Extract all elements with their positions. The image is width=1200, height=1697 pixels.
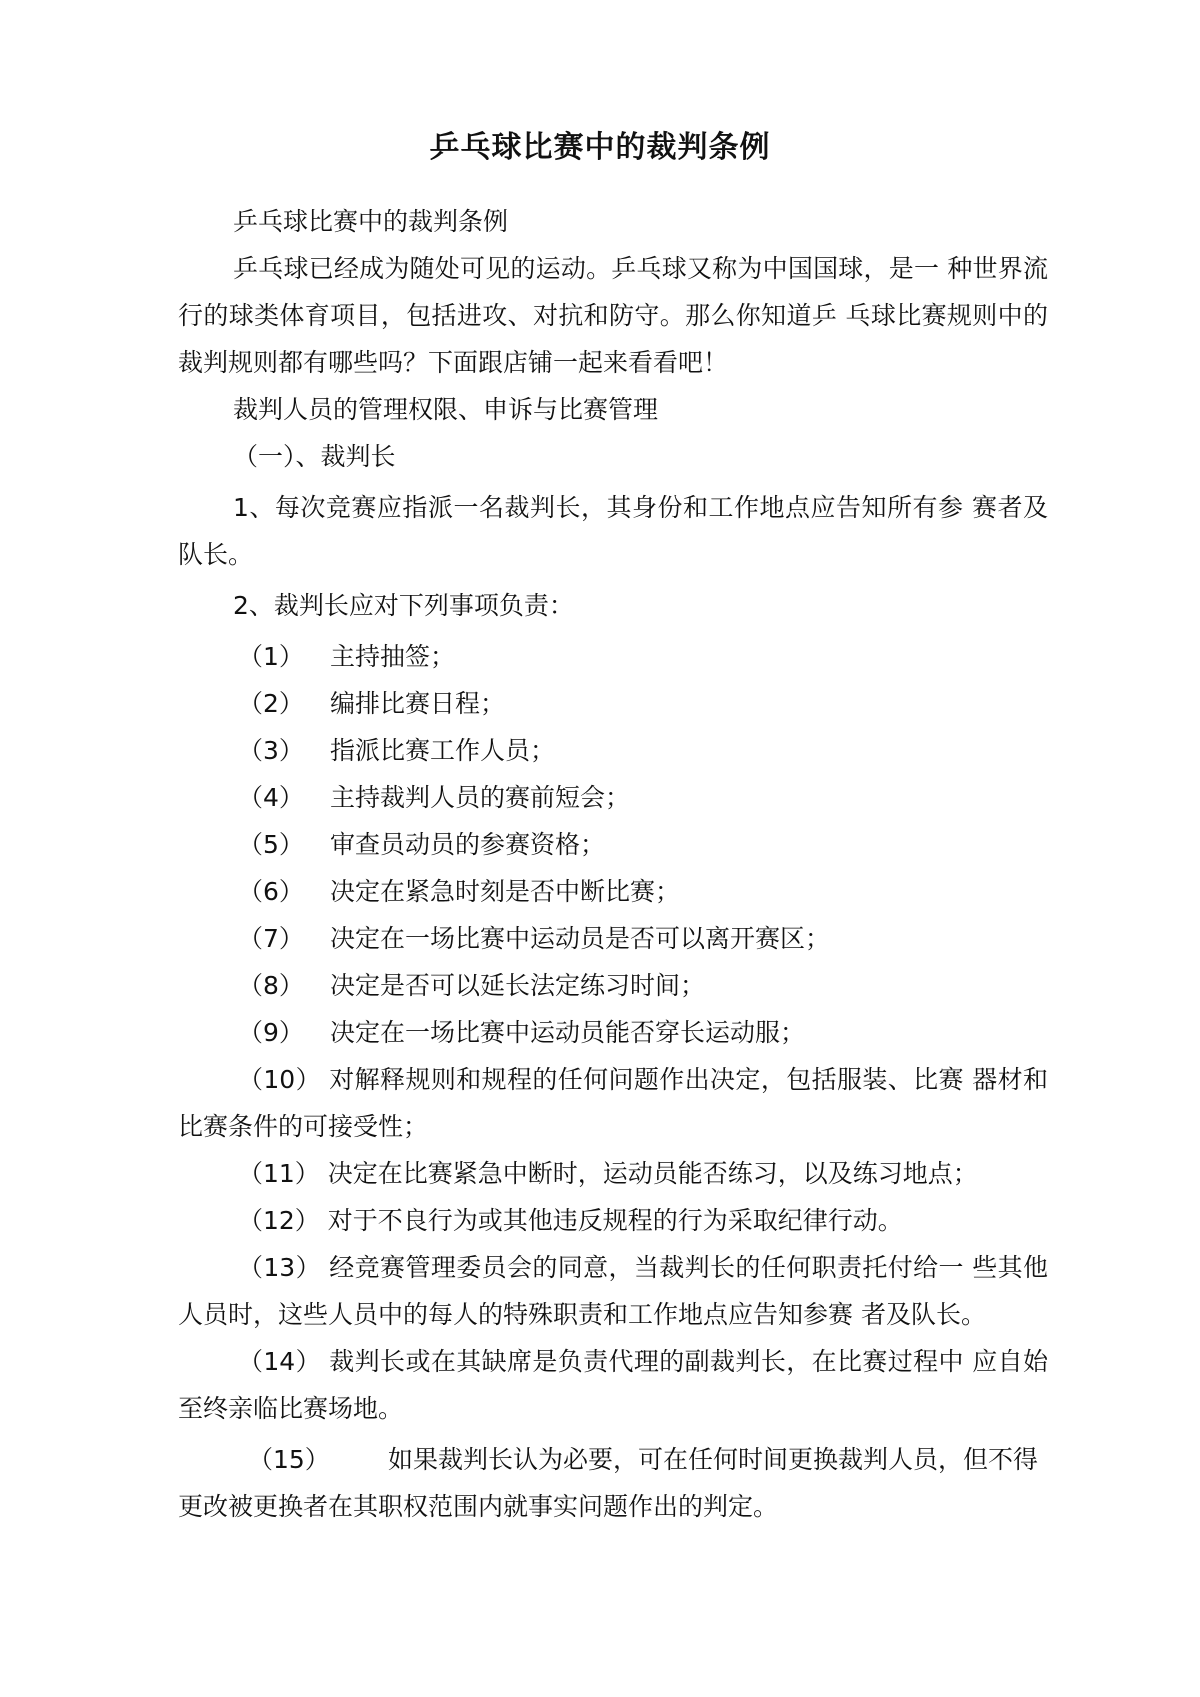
item-number: （7） bbox=[238, 924, 304, 953]
list-item bbox=[178, 821, 1048, 868]
item-10: （10） 对解释规则和规程的任何问题作出决定，包括服装、比赛 器材和比赛条件的可接受性； bbox=[178, 1065, 1048, 1141]
item-text: 决定是否可以延长法定练习时间； bbox=[330, 971, 706, 1000]
item-14: （14） 裁判长或在其缺席是负责代理的副裁判长，在比赛过程中 应自始至终亲临比赛场地。 bbox=[178, 1347, 1048, 1423]
item-number: （1） bbox=[238, 642, 304, 671]
item-number: （2） bbox=[238, 689, 304, 718]
intro-paragraph: 乒乓球已经成为随处可见的运动。乒乓球又称为中国国球，是一 种世界流行的球类体育项目，包括进攻、对抗和防守。那么你知道乒 乓球比赛规则中的裁判规则都有哪些吗？下面跟店铺一起来看看吧！ bbox=[178, 254, 1048, 377]
item-15-text: 如果裁判长认为必要，可在任何时间更换裁判人员，但不得更改被更换者在其职权范围内就事实问题作出的判定。 bbox=[178, 1445, 1039, 1521]
document-title: 乒乓球比赛中的裁判条例 bbox=[429, 130, 771, 165]
item-11: （11） 决定在比赛紧急中断时，运动员能否练习，以及练习地点； bbox=[238, 1159, 978, 1188]
section-heading: 裁判人员的管理权限、申诉与比赛管理 bbox=[233, 395, 659, 424]
item-number: （5） bbox=[238, 830, 304, 859]
rule-1: 1、每次竞赛应指派一名裁判长，其身份和工作地点应告知所有参 赛者及队长。 bbox=[178, 493, 1048, 569]
item-15-number: （15） bbox=[248, 1445, 330, 1474]
item-number: （3） bbox=[238, 736, 304, 765]
item-text: 决定在紧急时刻是否中断比赛； bbox=[330, 877, 681, 906]
list-item bbox=[178, 915, 1048, 962]
item-text: 编排比赛日程； bbox=[330, 689, 506, 718]
item-number: （8） bbox=[238, 971, 304, 1000]
item-text: 指派比赛工作人员； bbox=[330, 736, 556, 765]
list-item bbox=[178, 962, 1048, 1009]
item-text: 决定在一场比赛中运动员是否可以离开赛区； bbox=[330, 924, 831, 953]
list-item bbox=[178, 774, 1048, 821]
item-number: （4） bbox=[238, 783, 304, 812]
list-item bbox=[178, 727, 1048, 774]
list-item bbox=[178, 633, 1048, 680]
item-text: 主持抽签； bbox=[330, 642, 456, 671]
item-12: （12） 对于不良行为或其他违反规程的行为采取纪律行动。 bbox=[238, 1206, 903, 1235]
list-item bbox=[178, 868, 1048, 915]
subsection-heading: （一）、裁判长 bbox=[233, 442, 396, 471]
item-15 bbox=[178, 1436, 1048, 1530]
item-number: （9） bbox=[238, 1018, 304, 1047]
document-body bbox=[178, 198, 1048, 1530]
list-item bbox=[178, 680, 1048, 727]
duty-list bbox=[178, 633, 1048, 1056]
item-text: 审查员动员的参赛资格； bbox=[330, 830, 606, 859]
rule-2: 2、裁判长应对下列事项负责： bbox=[233, 591, 574, 620]
item-text: 决定在一场比赛中运动员能否穿长运动服； bbox=[330, 1018, 806, 1047]
item-number: （6） bbox=[238, 877, 304, 906]
item-13: （13） 经竞赛管理委员会的同意，当裁判长的任何职责托付给一 些其他人员时，这些人员中的每人的特殊职责和工作地点应告知参赛 者及队长。 bbox=[178, 1253, 1048, 1329]
list-item bbox=[178, 1009, 1048, 1056]
subtitle: 乒乓球比赛中的裁判条例 bbox=[233, 207, 509, 236]
item-text: 主持裁判人员的赛前短会； bbox=[330, 783, 631, 812]
